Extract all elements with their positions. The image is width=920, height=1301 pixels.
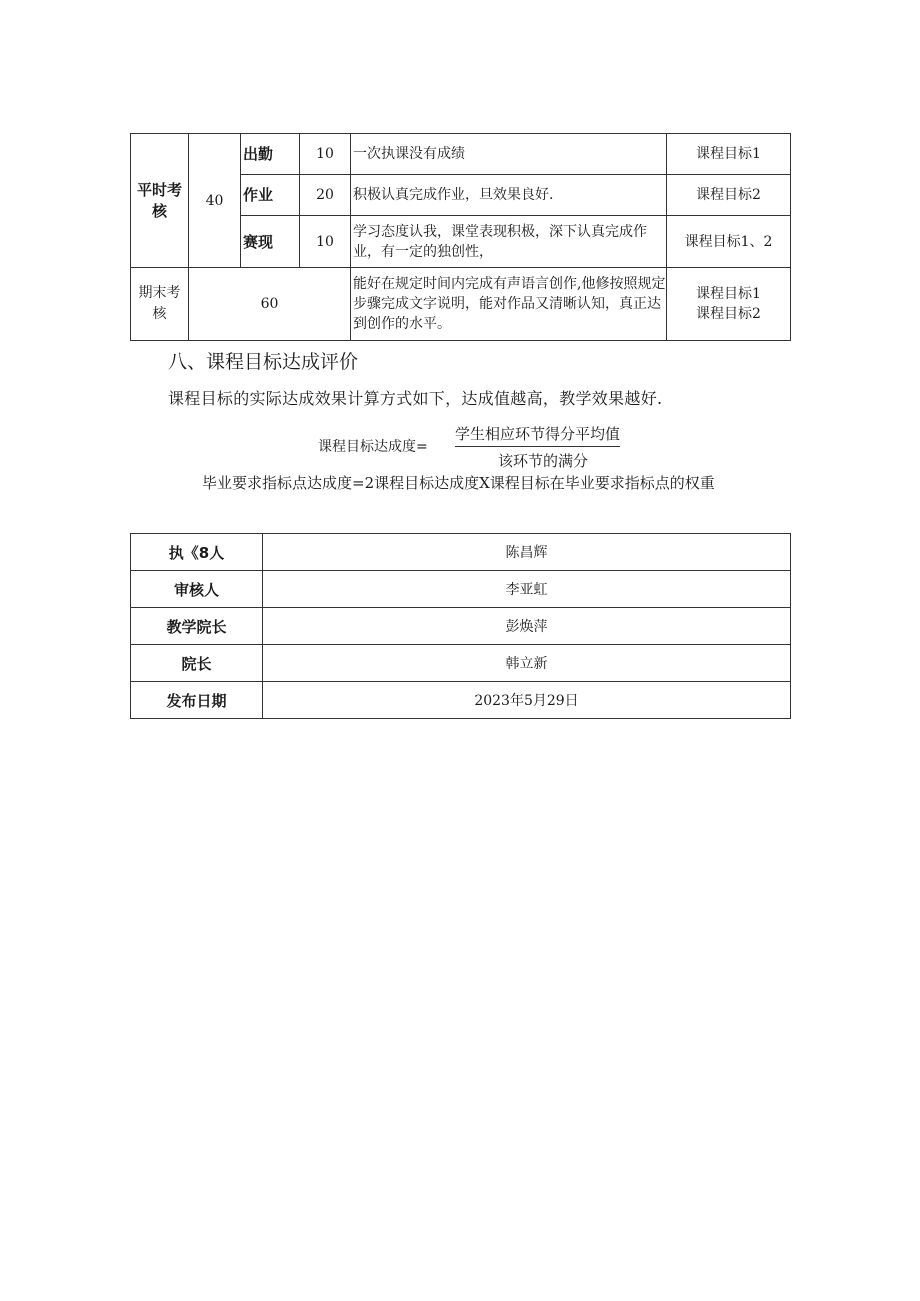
item-criteria: 学习态度认我，课堂表现积极，深下认真完成作业，有一定的独创性， bbox=[351, 216, 667, 268]
table-row bbox=[131, 268, 791, 341]
item-criteria: 一次执课没有成绩 bbox=[351, 134, 667, 175]
item-goal: 课程目标2 bbox=[667, 175, 791, 216]
formula-numerator: 学生相应环节得分平均值 bbox=[455, 423, 620, 447]
section-intro: 课程目标的实际达成效果计算方式如下，达成值越高，教学效果越好. bbox=[168, 389, 663, 408]
signoff-role: 审核人 bbox=[131, 571, 263, 608]
assessment-table bbox=[130, 133, 791, 341]
final-criteria: 能好在规定时间内完成有声语言创作,他修按照规定步骤完成文字说明，能对作品又清晰认知，真正达到创作的水平。 bbox=[351, 268, 667, 341]
item-score: 10 bbox=[300, 216, 351, 268]
final-goal-1: 课程目标1 bbox=[696, 286, 761, 302]
signoff-role: 教学院长 bbox=[131, 608, 263, 645]
final-goals bbox=[667, 268, 791, 341]
final-category-cell bbox=[131, 268, 189, 341]
table-row bbox=[131, 608, 791, 645]
table-row bbox=[131, 682, 791, 719]
signoff-name: 陈昌辉 bbox=[263, 534, 791, 571]
item-score: 20 bbox=[300, 175, 351, 216]
item-name: 出勤 bbox=[241, 134, 300, 175]
signoff-role: 发布日期 bbox=[131, 682, 263, 719]
regular-weight: 40 bbox=[189, 134, 241, 268]
signoff-table bbox=[130, 533, 791, 719]
table-row bbox=[131, 645, 791, 682]
final-goal-2: 课程目标2 bbox=[696, 306, 761, 322]
signoff-name: 韩立新 bbox=[263, 645, 791, 682]
table-row bbox=[131, 534, 791, 571]
formula-graduation: 毕业要求指标点达成度=2课程目标达成度X课程目标在毕业要求指标点的权重 bbox=[202, 474, 715, 492]
item-goal: 课程目标1、2 bbox=[667, 216, 791, 268]
regular-category: 平时考核 bbox=[136, 180, 182, 220]
regular-category-cell bbox=[131, 134, 189, 268]
signoff-name: 彭焕萍 bbox=[263, 608, 791, 645]
signoff-name: 2023年5月29日 bbox=[263, 682, 791, 719]
item-name: 作业 bbox=[241, 175, 300, 216]
formula-label: 课程目标达成度= bbox=[318, 439, 428, 455]
table-row bbox=[131, 134, 791, 175]
signoff-role: 执《8人 bbox=[131, 534, 263, 571]
final-category: 期末考核 bbox=[138, 285, 181, 322]
item-name: 赛现 bbox=[241, 216, 300, 268]
signoff-name: 李亚虹 bbox=[263, 571, 791, 608]
table-row bbox=[131, 571, 791, 608]
section-heading: 八、课程目标达成评价 bbox=[168, 351, 359, 373]
item-score: 10 bbox=[300, 134, 351, 175]
item-goal: 课程目标1 bbox=[667, 134, 791, 175]
signoff-role: 院长 bbox=[131, 645, 263, 682]
item-criteria: 积极认真完成作业，旦效果良好. bbox=[351, 175, 667, 216]
formula-denominator: 该环节的满分 bbox=[498, 452, 589, 470]
final-weight: 60 bbox=[189, 268, 351, 341]
